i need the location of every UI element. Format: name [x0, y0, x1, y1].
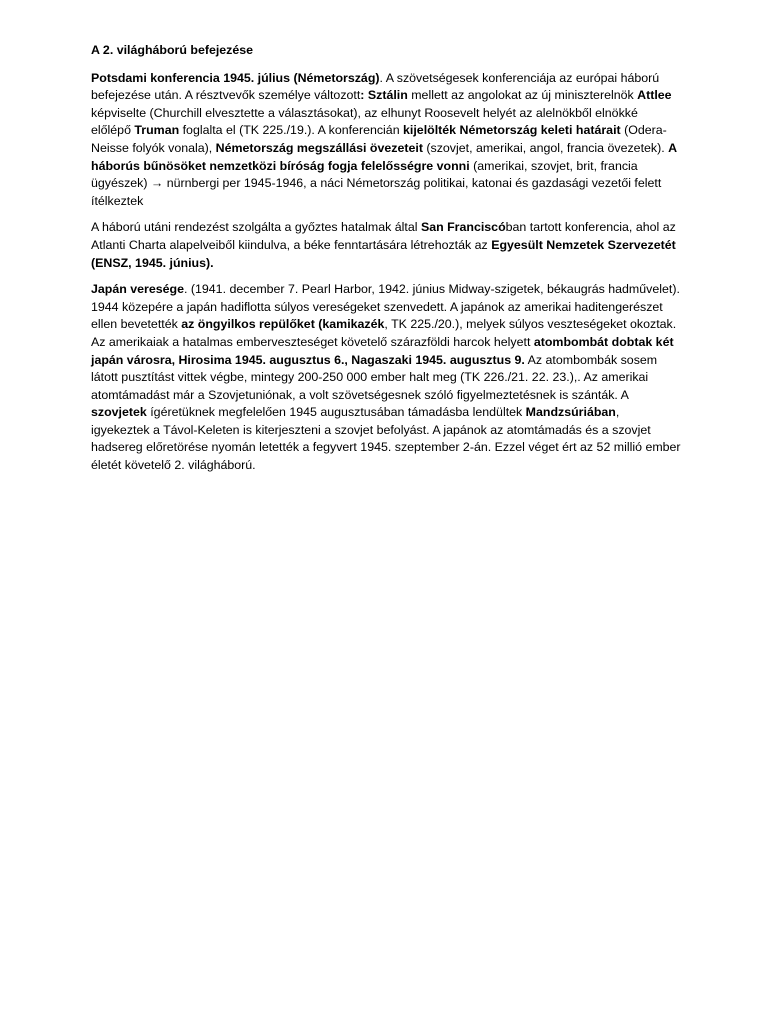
bold-text: Mandzsúriában: [525, 405, 616, 420]
bold-text: az öngyilkos repülőket (kamikazék: [181, 317, 385, 332]
bold-text: Németország megszállási övezeteit: [215, 140, 423, 155]
text-run: ígéretüknek megfelelően 1945 augusztusában támadásba lendültek: [146, 405, 526, 420]
text-run: foglalta el (TK 225./19.). A konferencián: [179, 123, 404, 138]
text-run: . (1941. december 7. Pearl Harbor, 1942. június Midway-szigetek, békaugrás hadművelet). 1944 közepére a japán hadiflotta súlyos vereségeket szenvedett. A japánok az amerikai haditengerészet ellen bevetették: [91, 282, 680, 332]
document-page: [91, 42, 681, 484]
bold-text: kijelölték Németország keleti határait: [403, 123, 621, 138]
text-run: ban tartott konferencia, ahol az Atlanti Charta alapelveiből kiindulva, a béke fenntartására létrehozták az: [91, 220, 676, 252]
document-body: [91, 70, 681, 475]
bold-text: : Sztálin: [360, 88, 408, 103]
bold-text: San Franciscó: [420, 220, 506, 235]
bold-text: Attlee: [637, 88, 672, 103]
text-run: képviselte (Churchill elvesztette a választásokat), az elhunyt Roosevelt helyét az alelnökből elnökké előlépő: [91, 105, 638, 138]
text-run: (amerikai, szovjet, brit, francia ügyészek) → nürnbergi per 1945-1946, a náci Németország politikai, katonai és gazdasági vezetői felett ítélkeztek: [91, 158, 662, 208]
bold-text: szovjetek: [91, 405, 147, 420]
bold-text: Japán veresége: [91, 282, 184, 297]
bold-text: Potsdami konferencia 1945. július (Németország): [91, 70, 380, 85]
bold-text: atombombát dobtak két japán városra, Hirosima 1945. augusztus 6., Nagaszaki 1945. augusztus 9.: [91, 334, 674, 367]
text-run: mellett az angolokat az új miniszterelnök: [407, 88, 638, 103]
text-run: . A szövetségesek konferenciája az európai háború befejezése után. A résztvevők személye változott: [91, 70, 660, 103]
text-run: Az atombombák sosem látott pusztítást vittek végbe, mintegy 200-250 000 ember halt meg (TK 226./21. 22. 23.),. Az amerikai atomtámadást már a Szovjetuniónak, a volt szövetségesnek szóló figyelmeztetésnek is szánták. A: [91, 352, 658, 402]
paragraph-1: [91, 70, 681, 211]
text-run: , TK 225./20.), melyek súlyos veszteségeket okoztak. Az amerikaiak a hatalmas emberveszteséget követelő szárazföldi harcok helyett: [91, 317, 677, 349]
text-run: (szovjet, amerikai, angol, francia övezetek).: [422, 140, 669, 155]
text-run: (Odera-Neisse folyók vonala),: [91, 123, 667, 155]
bold-text: Truman: [134, 123, 180, 138]
text-run: A háború utáni rendezést szolgálta a győztes hatalmak által: [91, 220, 421, 235]
text-run: , igyekeztek a Távol-Keleten is kiterjeszteni a szovjet befolyást. A japánok az atomtámadás és a szovjet hadsereg előretörése nyomán letették a fegyvert 1945. szeptember 2-án. Ezzel véget ért az 52 millió ember életét követelő 2. világháború.: [91, 405, 681, 473]
paragraph-2: [91, 219, 681, 272]
document-title: A 2. világháború befejezése: [91, 43, 254, 57]
paragraph-3: [91, 281, 681, 475]
bold-text: A háborús bűnösöket nemzetközi bíróság fogja felelősségre vonni: [91, 140, 677, 173]
bold-text: Egyesült Nemzetek Szervezetét (ENSZ, 1945. június).: [91, 237, 676, 270]
